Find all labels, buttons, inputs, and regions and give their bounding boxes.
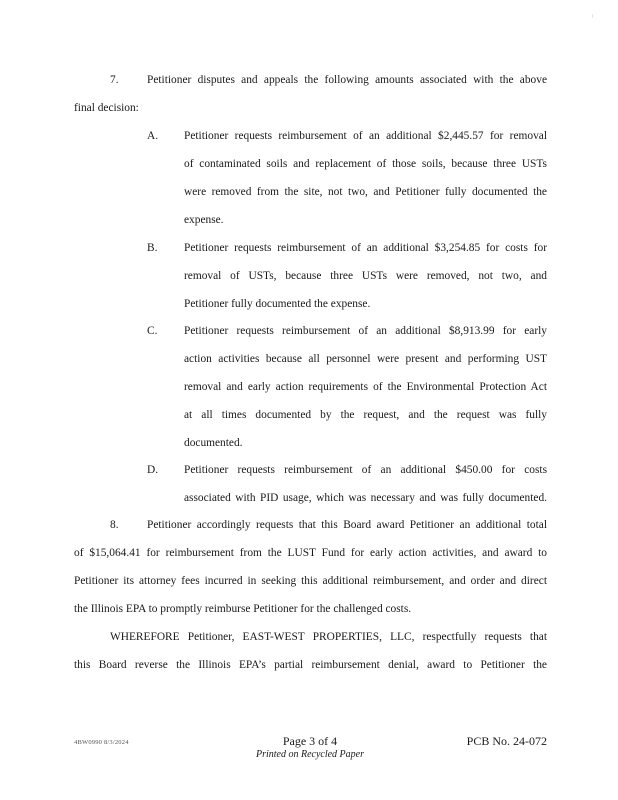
item-a-line-4: expense. xyxy=(184,214,224,226)
item-b-letter: B. xyxy=(147,242,158,254)
item-b-line-3: Petitioner fully documented the expense. xyxy=(184,298,371,310)
item-a-letter: A. xyxy=(147,130,159,142)
wherefore-line-2: this Board reverse the Illinois EPA’s partial reimbursement denial, award to Petitioner the xyxy=(74,659,547,671)
item-c-line-5: documented. xyxy=(184,437,243,449)
para8-line-1: Petitioner accordingly requests that this Board award Petitioner an additional total xyxy=(147,519,547,531)
para8-line-3: Petitioner its attorney fees incurred in seeking this additional reimbursement, and order and direct xyxy=(74,575,547,587)
para8-number: 8. xyxy=(110,519,119,531)
para8-line-4: the Illinois EPA to promptly reimburse Petitioner for the challenged costs. xyxy=(74,603,412,615)
footer-case-number: PCB No. 24-072 xyxy=(466,734,547,748)
para7-line-2: final decision: xyxy=(74,102,139,114)
item-d-letter: D. xyxy=(147,464,159,476)
item-d-line-2: associated with PID usage, which was necessary and was fully documented. xyxy=(184,492,547,504)
item-c-line-2: action activities because all personnel were present and performing UST xyxy=(184,353,547,365)
para7-number: 7. xyxy=(110,74,119,86)
item-c-line-4: at all times documented by the request, and the request was fully xyxy=(184,409,547,421)
footer-page-number: Page 3 of 4 xyxy=(282,734,338,748)
item-c-line-1: Petitioner requests reimbursement of an additional $8,913.99 for early xyxy=(184,325,547,337)
item-a-line-1: Petitioner requests reimbursement of an additional $2,445.57 for removal xyxy=(184,130,547,142)
corner-mark xyxy=(592,14,593,18)
para7-line-1: Petitioner disputes and appeals the following amounts associated with the above xyxy=(147,74,547,86)
item-c-letter: C. xyxy=(147,325,158,337)
item-a-line-3: were removed from the site, not two, and Petitioner fully documented the xyxy=(184,186,547,198)
footer-recycled-note: Printed on Recycled Paper xyxy=(255,749,364,760)
para8-line-2: of $15,064.41 for reimbursement from the LUST Fund for early action activities, and award to xyxy=(74,547,547,559)
item-a-line-2: of contaminated soils and replacement of those soils, because three USTs xyxy=(184,158,547,170)
wherefore-line-1: WHEREFORE Petitioner, EAST-WEST PROPERTIES, LLC, respectfully requests that xyxy=(110,631,547,643)
footer-doc-code: 4BW0990 8/3/2024 xyxy=(74,739,129,746)
item-b-line-2: removal of USTs, because three USTs were removed, not two, and xyxy=(184,270,547,282)
item-d-line-1: Petitioner requests reimbursement of an additional $450.00 for costs xyxy=(184,464,547,476)
item-c-line-3: removal and early action requirements of the Environmental Protection Act xyxy=(184,381,547,393)
item-b-line-1: Petitioner requests reimbursement of an additional $3,254.85 for costs for xyxy=(184,242,547,254)
